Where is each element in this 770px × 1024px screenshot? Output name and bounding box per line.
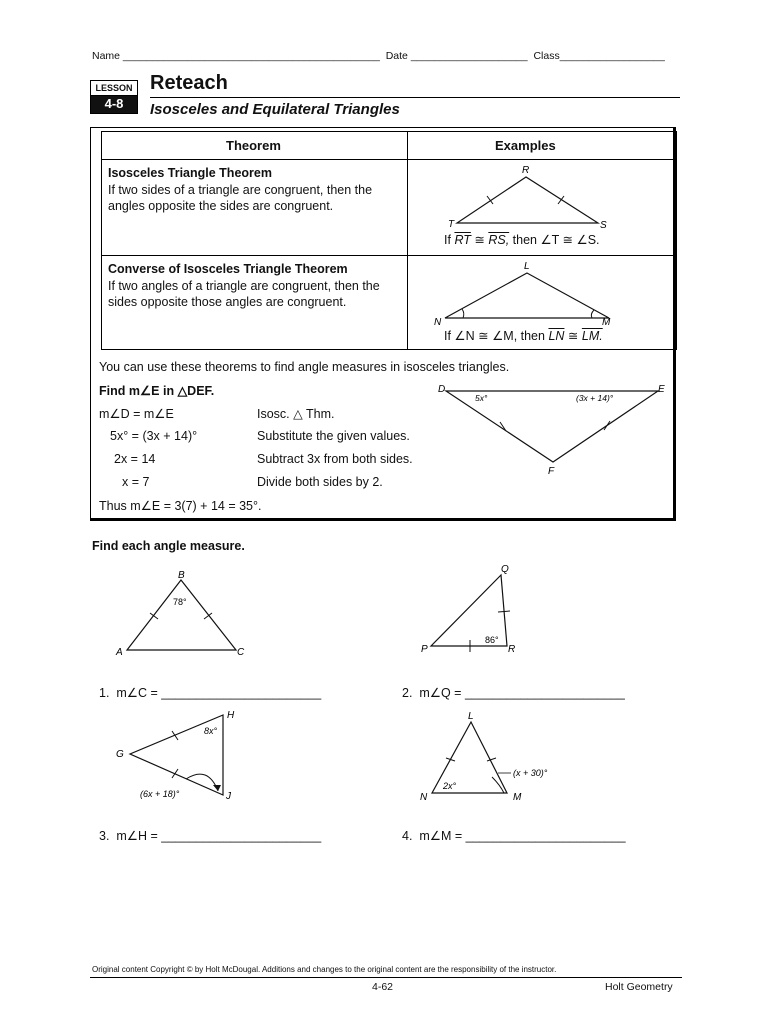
label-f: F [548,466,555,477]
worked-example-intro: You can use these theorems to find angle measures in isosceles triangles. [99,360,510,374]
segment-rt: $\overline{RT}$ [454,233,471,247]
tick-lm [487,758,496,761]
congruent-symbol: ≅ [474,233,485,247]
label-r: R [522,165,530,176]
angle-h-label: 8x° [204,726,218,736]
problem-1-prompt: 1. m∠C = _______________________ [99,686,322,700]
angle-d-label: 5x° [475,393,488,403]
tick-qr [498,611,510,612]
label-t: T [448,219,455,230]
label-d: D [438,384,446,395]
tick-ef [604,421,610,430]
angle-b-label: 78° [173,597,187,607]
triangle-lnm-figure [422,258,622,328]
triangle-abc [127,580,236,650]
step-1-reason: Isosc. △ Thm. [257,407,335,421]
page-number: 4-62 [372,981,394,993]
angle-n-arc [462,309,464,318]
caption-if-converse: If ∠N ≅ ∠M, then [444,329,545,343]
label-l2: L [468,711,474,722]
lesson-badge [90,80,138,114]
label-p: P [421,644,428,655]
column-divider [407,132,408,349]
label-g: G [116,749,124,760]
title-divider [150,97,680,98]
student-info-line: Name ____________________________________________ Date ____________________ Class__________________ [92,50,665,62]
isosceles-theorem-text: If two sides of a triangle are congruent, then the angles opposite the sides are congruent. [108,183,373,213]
label-a: A [116,647,123,658]
row-divider [102,255,676,256]
step-2-equation: 5x° = (3x + 14)° [110,429,198,443]
label-b: B [178,570,185,581]
triangle-pqr-figure [415,560,525,660]
congruent-symbol-2: ≅ [567,329,579,343]
triangle-rts [457,177,598,223]
angle-m-arrow [492,777,504,793]
segment-rs: RS, [488,233,510,247]
segment-lm: LM. [581,329,603,343]
copyright-notice: Original content Copyright © by Holt McDougal. Additions and changes to the original content are the responsibility of the instructor. [92,965,557,974]
name-label: Name [92,50,121,62]
angle-j-arrow [186,774,218,791]
step-2-reason: Substitute the given values. [257,429,410,443]
arrowhead [213,785,221,791]
triangle-def-figure [430,378,675,478]
angle-r-label: 86° [485,635,499,645]
label-j: J [226,791,231,802]
lesson-label: LESSON [91,81,137,96]
problem-2-prompt: 2. m∠Q = _______________________ [402,686,625,700]
converse-theorem-text: If two angles of a triangle are congruent, then the sides opposite those angles are congruent. [108,279,380,309]
segment-ln: $\overline{LN}$ [548,329,565,343]
angle-e-label: (3x + 14)° [576,393,614,403]
worked-example-conclusion: Thus m∠E = 3(7) + 14 = 35°. [99,499,262,513]
isosceles-example-caption [444,232,600,247]
worked-example-prompt: Find m∠E in △DEF. [99,384,215,398]
label-s: S [600,220,607,231]
converse-example-caption [444,328,603,343]
label-n2: N [420,792,428,803]
triangle-lnm-exercise-figure [410,705,585,805]
label-l: L [524,261,530,272]
problem-3-prompt: 3. m∠H = _______________________ [99,829,322,843]
step-4-equation: x = 7 [122,475,150,489]
exercises-heading: Find each angle measure. [92,539,245,553]
label-m2: M [513,792,522,803]
theorem-column-header: Theorem [226,138,281,153]
step-3-reason: Subtract 3x from both sides. [257,452,413,466]
label-e: E [658,384,665,395]
label-m: M [602,317,611,328]
label-n: N [434,317,442,328]
label-h: H [227,710,235,721]
tick-df [500,422,506,431]
examples-column-header: Examples [495,138,556,153]
lesson-number: 4-8 [91,96,137,113]
caption-then: then ∠T ≅ ∠S. [512,233,600,247]
triangle-lnm [445,273,609,318]
footer-divider [90,977,682,978]
triangle-abc-figure [110,565,260,660]
book-title: Holt Geometry [605,981,673,993]
triangle-rts-figure [432,162,632,232]
triangle-ghj-figure [110,705,250,805]
page-subtitle: Isosceles and Equilateral Triangles [150,101,400,118]
angle-j-label: (6x + 18)° [140,789,180,799]
label-q: Q [501,564,509,575]
converse-theorem-name: Converse of Isosceles Triangle Theorem [108,262,348,276]
angle-m-arc [591,310,594,318]
header-row-divider [102,159,676,160]
caption-if: If [444,233,451,247]
theorem-table [101,131,677,350]
step-4-reason: Divide both sides by 2. [257,475,383,489]
date-label: Date [385,50,408,62]
step-1-equation: m∠D = m∠E [99,407,174,421]
step-3-equation: 2x = 14 [114,452,156,466]
isosceles-theorem-name: Isosceles Triangle Theorem [108,166,272,180]
problem-4-prompt: 4. m∠M = _______________________ [402,829,626,843]
page-title: Reteach [150,72,228,94]
class-label: Class [533,50,560,62]
label-c: C [237,647,245,658]
label-r2: R [508,644,516,655]
angle-n-label: 2x° [443,781,457,791]
angle-m-label: (x + 30)° [513,768,548,778]
